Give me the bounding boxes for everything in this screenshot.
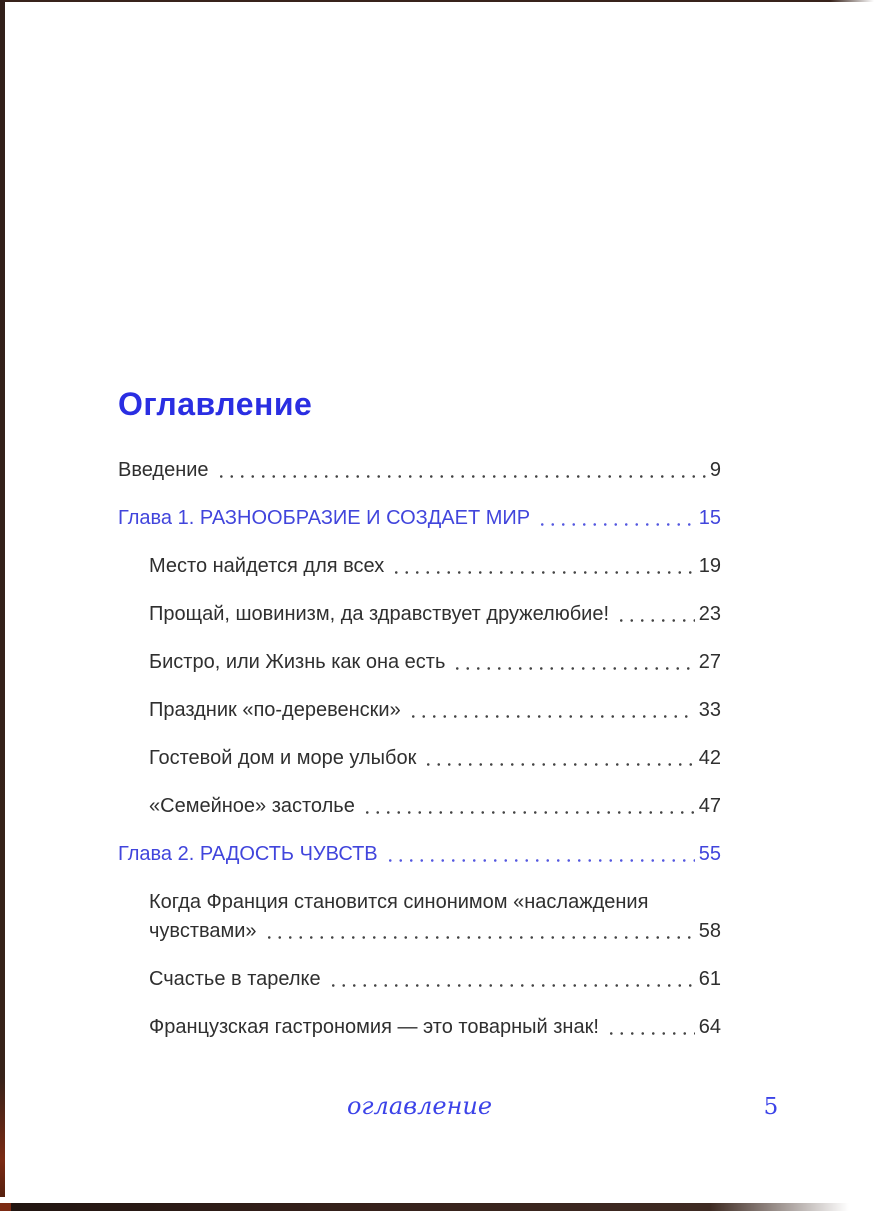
toc-entry-label: Прощай, шовинизм, да здравствует дружелюбие! (149, 603, 609, 625)
toc-list (118, 456, 721, 1042)
toc-entry-label: Глава 1. РАЗНООБРАЗИЕ И СОЗДАЕТ МИР (118, 507, 531, 529)
toc-entry-label: Французская гастрономия — это товарный знак! (149, 1016, 599, 1038)
toc-entry-page-number: 23 (698, 603, 721, 625)
page-number: 5 (763, 1094, 779, 1120)
dot-leader (452, 648, 694, 677)
dot-leader (537, 504, 695, 533)
toc-entry-page-number: 27 (698, 651, 721, 673)
toc-entry-label: Гостевой дом и море улыбок (149, 747, 417, 769)
toc-entry-label: Бистро, или Жизнь как она есть (149, 651, 446, 673)
dot-leader (216, 456, 706, 485)
toc-entry-page-number: 42 (698, 747, 721, 769)
toc-entry (118, 504, 721, 533)
toc-entry-page-number: 19 (698, 555, 721, 577)
dot-leader (391, 552, 695, 581)
toc-entry-page-number: 33 (698, 699, 721, 721)
toc-entry (118, 1013, 721, 1042)
toc-entry-label: чувствами» (149, 920, 257, 942)
page-title: Оглавление (118, 386, 313, 422)
dot-leader (385, 840, 695, 869)
toc-entry-label: Счастье в тарелке (149, 968, 321, 990)
page-edge-left (0, 0, 5, 1197)
toc-entry-page-number: 47 (698, 795, 721, 817)
toc-entry-page-number: 58 (698, 920, 721, 942)
toc-entry (118, 648, 721, 677)
toc-entry-page-number: 64 (698, 1016, 721, 1038)
toc-entry-label: Глава 2. РАДОСТЬ ЧУВСТВ (118, 843, 378, 865)
toc-entry (118, 744, 721, 773)
toc-entry-label: Место найдется для всех (149, 555, 385, 577)
dot-leader (616, 600, 695, 629)
dot-leader (408, 696, 695, 725)
toc-entry-page-number: 61 (698, 968, 721, 990)
toc-entry-label: «Семейное» застолье (149, 795, 355, 817)
toc-entry (118, 965, 721, 994)
toc-entry (118, 840, 721, 869)
dot-leader (328, 965, 695, 994)
toc-entry-page-number: 55 (698, 843, 721, 865)
toc-entry-label: Праздник «по-деревенски» (149, 699, 401, 721)
dot-leader (264, 917, 695, 946)
toc-entry-page-number: 15 (698, 507, 721, 529)
toc-entry (118, 600, 721, 629)
page-content (118, 0, 721, 1061)
dot-leader (362, 792, 695, 821)
toc-entry-label: Введение (118, 459, 209, 481)
dot-leader (606, 1013, 695, 1042)
toc-entry (118, 456, 721, 485)
toc-entry (118, 917, 721, 946)
dot-leader (423, 744, 694, 773)
toc-entry-wrapped-line: Когда Франция становится синонимом «наслаждения (149, 891, 649, 913)
toc-entry (118, 552, 721, 581)
page-footer (118, 1092, 721, 1120)
page-edge-bottom (0, 1203, 866, 1211)
toc-entry-page-number: 9 (709, 459, 721, 481)
running-title: оглавление (346, 1092, 493, 1120)
page-edge-bottom-accent (0, 1203, 11, 1211)
toc-entry (118, 792, 721, 821)
toc-entry (118, 696, 721, 725)
